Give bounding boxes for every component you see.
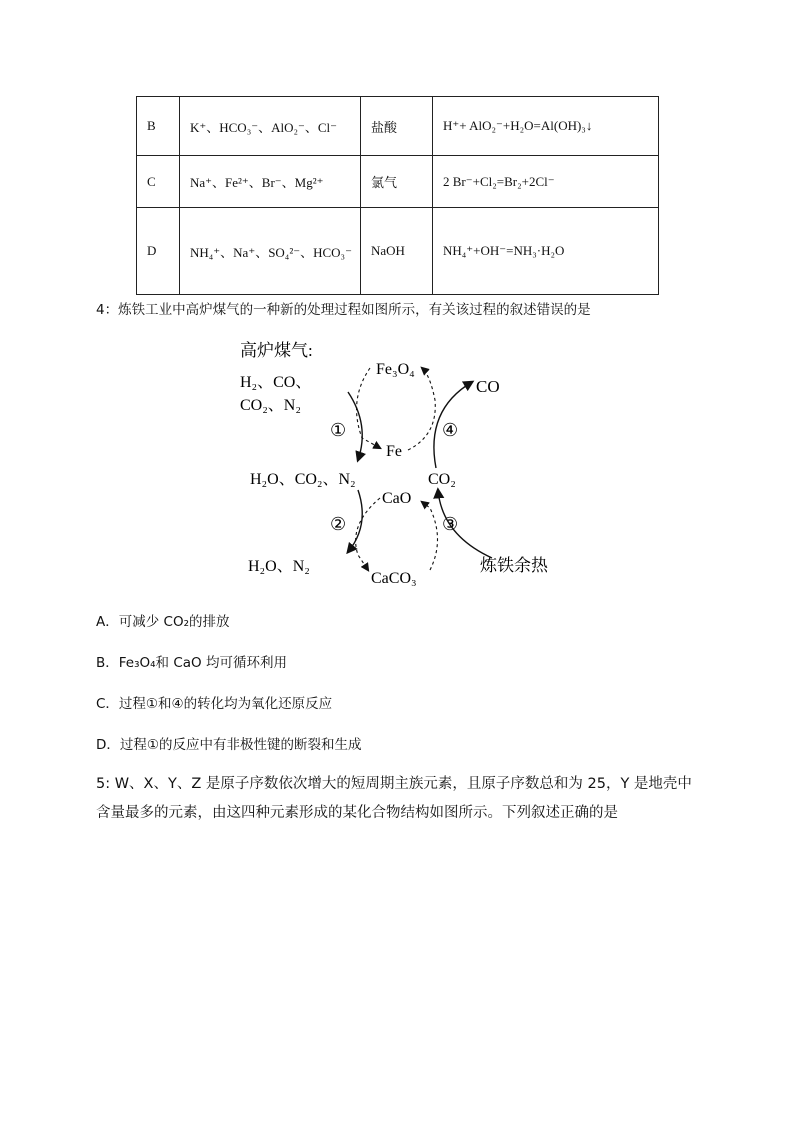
- question-4-stem: 4：炼铁工业中高炉煤气的一种新的处理过程如图所示，有关该过程的叙述错误的是: [96, 302, 591, 318]
- co-label: CO: [476, 377, 500, 396]
- option-c: C．过程①和④的转化均为氧化还原反应: [96, 696, 333, 712]
- input-gases-line1: H₂、CO、: [240, 374, 312, 391]
- co2-label: CO₂: [428, 471, 456, 488]
- ion-table: [136, 96, 659, 295]
- ion-group: K⁺、HCO₃⁻、AlO₂⁻、Cl⁻: [180, 97, 361, 156]
- step-3-label: ③: [442, 514, 459, 534]
- intermediate-gases: H₂O、CO₂、N₂: [250, 471, 356, 488]
- process-diagram: [230, 330, 570, 595]
- option-a: A．可减少 CO₂的排放: [96, 614, 230, 630]
- row-label: D: [137, 208, 180, 295]
- step-4-label: ④: [442, 420, 459, 440]
- cao-label: CaO: [382, 490, 412, 507]
- fe-label: Fe: [386, 443, 402, 460]
- ionic-equation: H⁺+ AlO₂⁻+H₂O=Al(OH)₃↓: [433, 97, 659, 156]
- input-gases-line2: CO₂、N₂: [240, 397, 301, 414]
- question-5-stem: 5: W、X、Y、Z 是原子序数依次增大的短周期主族元素，且原子序数总和为 25，Y 是地壳中含量最多的元素，由这四种元素形成的某化合物结构如图所示。下列叙述正确的是: [96, 776, 692, 821]
- ion-group: Na⁺、Fe²⁺、Br⁻、Mg²⁺: [180, 156, 361, 208]
- step-2-label: ②: [330, 514, 347, 534]
- output-gases: H₂O、N₂: [248, 558, 310, 575]
- option-b: B．Fe₃O₄和 CaO 均可循环利用: [96, 655, 287, 671]
- reagent: 盐酸: [361, 97, 433, 156]
- dashed-arrow-fe-to-fe3o4: [408, 368, 435, 450]
- fe3o4-label: Fe₃O₄: [376, 361, 415, 378]
- diagram-title: 高炉煤气:: [240, 341, 313, 360]
- table-row: [137, 208, 659, 295]
- row-label: C: [137, 156, 180, 208]
- table-row: [137, 156, 659, 208]
- furnace-heat-label: 炼铁余热: [480, 556, 548, 575]
- ionic-equation: 2 Br⁻+Cl₂=Br₂+2Cl⁻: [433, 156, 659, 208]
- table-row: [137, 97, 659, 156]
- row-label: B: [137, 97, 180, 156]
- dashed-arrow-caco3-to-cao: [422, 502, 438, 570]
- caco3-label: CaCO₃: [371, 570, 417, 587]
- reagent: NaOH: [361, 208, 433, 295]
- ion-group: NH₄⁺、Na⁺、SO₄²⁻、HCO₃⁻: [180, 208, 361, 295]
- step-1-label: ①: [330, 420, 347, 440]
- ionic-equation: NH₄⁺+OH⁻=NH₃·H₂O: [433, 208, 659, 295]
- arrow-step-1: [348, 392, 362, 460]
- reagent: 氯气: [361, 156, 433, 208]
- dashed-arrow-fe3o4-to-fe: [357, 368, 380, 448]
- option-d: D．过程①的反应中有非极性键的断裂和生成: [96, 737, 362, 753]
